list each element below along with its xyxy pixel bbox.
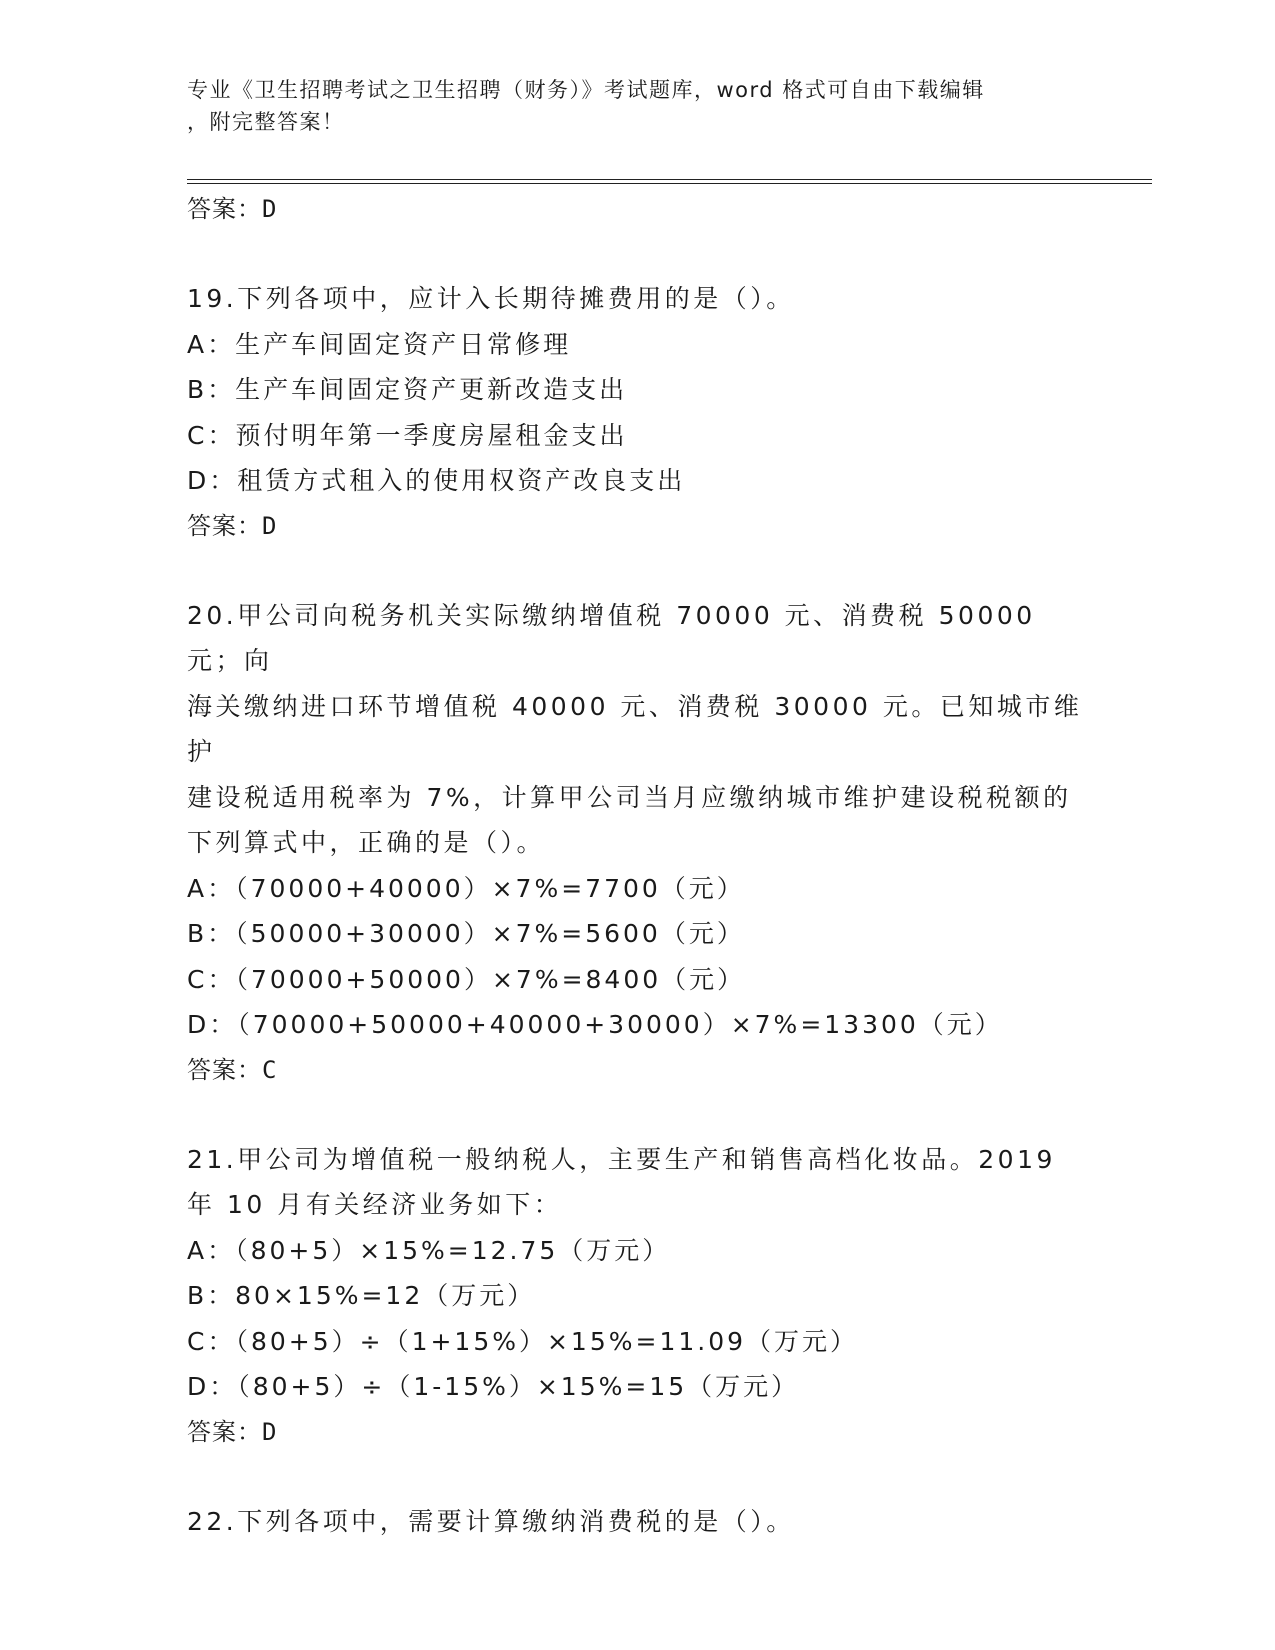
spacer: [187, 231, 1087, 276]
question-text: 19.下列各项中，应计入长期待摊费用的是（）。: [187, 284, 795, 313]
spacer: [187, 1454, 1087, 1499]
option-d: D：（70000+50000+40000+30000）×7%=13300（元）: [187, 1010, 1003, 1039]
answer-label: 答案：: [187, 1417, 262, 1446]
header-line-2: ，附完整答案！: [187, 110, 345, 134]
option-d: D：（80+5）÷（1-15%）×15%=15（万元）: [187, 1372, 800, 1401]
option-c: C：（80+5）÷（1+15%）×15%=11.09（万元）: [187, 1326, 859, 1356]
option-c: C：预付明年第一季度房屋租金支出: [187, 420, 628, 450]
question-20: [187, 593, 1087, 1092]
option-b: B：生产车间固定资产更新改造支出: [187, 375, 628, 404]
question-22: [187, 1499, 1087, 1545]
question-text-line: 下列算式中，正确的是（）。: [187, 828, 546, 857]
option-a: A：（70000+40000）×7%=7700（元）: [187, 873, 745, 903]
document-body: [187, 187, 1087, 1544]
question-text: 22.下列各项中，需要计算缴纳消费税的是（）。: [187, 1506, 795, 1536]
question-text-line: 海关缴纳进口环节增值税 40000 元、消费税 30000 元。已知城市维护: [187, 691, 1083, 766]
option-c: C：（70000+50000）×7%=8400（元）: [187, 964, 746, 994]
header-rule-bottom: [187, 183, 1152, 184]
answer-value: D: [262, 195, 278, 223]
answer-value: C: [262, 1055, 278, 1084]
option-a: A：生产车间固定资产日常修理: [187, 329, 572, 359]
answer-value: D: [262, 511, 278, 540]
spacer: [187, 1092, 1087, 1137]
answer-line: [187, 187, 1087, 231]
question-21: [187, 1137, 1087, 1454]
option-d: D：租赁方式租入的使用权资产改良支出: [187, 466, 686, 495]
option-a: A：（80+5）×15%=12.75（万元）: [187, 1235, 671, 1265]
answer-line: [187, 1410, 1087, 1454]
option-b: B：（50000+30000）×7%=5600（元）: [187, 919, 745, 948]
header-line-1: 专业《卫生招聘考试之卫生招聘（财务）》考试题库，word 格式可自由下载编辑: [187, 78, 985, 102]
question-text-line: 年 10 月有关经济业务如下：: [187, 1190, 563, 1219]
answer-label: 答案：: [187, 511, 262, 540]
question-text-line: 21.甲公司为增值税一般纳税人，主要生产和销售高档化妆品。2019: [187, 1144, 1056, 1174]
question-text-line: 建设税适用税率为 7%，计算甲公司当月应缴纳城市维护建设税税额的: [187, 782, 1072, 812]
answer-label: 答案：: [187, 1055, 262, 1084]
document-header: [187, 74, 1067, 138]
answer-line: [187, 1048, 1087, 1092]
option-b: B：80×15%=12（万元）: [187, 1281, 536, 1310]
header-rule-top: [187, 179, 1152, 180]
answer-line: [187, 504, 1087, 548]
question-19: [187, 276, 1087, 548]
answer-label: 答案：: [187, 195, 262, 223]
spacer: [187, 548, 1087, 593]
answer-value: D: [262, 1417, 278, 1446]
question-text-line: 20.甲公司向税务机关实际缴纳增值税 70000 元、消费税 50000 元；向: [187, 600, 1036, 675]
